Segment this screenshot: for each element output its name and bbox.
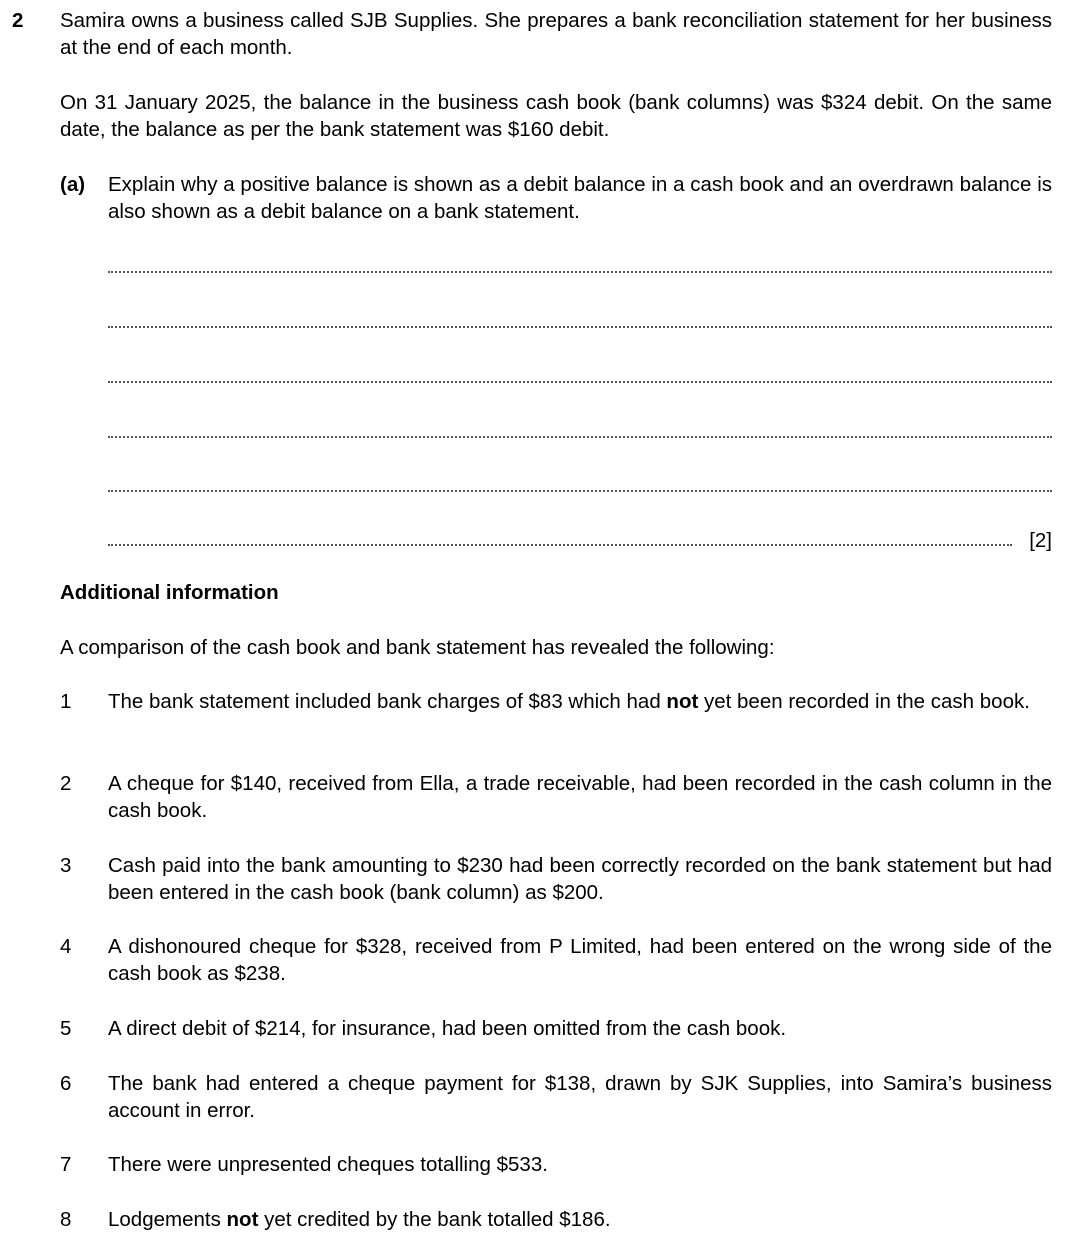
list-item-number: 8 — [60, 1208, 72, 1231]
list-item-text: Lodgements not yet credited by the bank totalled $186. — [108, 1208, 611, 1231]
list-item-text: Cash paid into the bank amounting to $230 had been correctly recorded on the bank statement but had been entered in the cash book (bank column) as $200. — [108, 854, 1052, 904]
list-item-text: A cheque for $140, received from Ella, a trade receivable, had been recorded in the cash column in the cash book. — [108, 772, 1052, 822]
list-item-number: 5 — [60, 1017, 72, 1040]
list-item-number: 6 — [60, 1072, 72, 1095]
additional-info-intro: A comparison of the cash book and bank statement has revealed the following: — [60, 636, 775, 659]
question-number: 2 — [12, 9, 24, 32]
question-intro-2: On 31 January 2025, the balance in the business cash book (bank columns) was $324 debit. On the same date, the balance as per the bank statement was $160 debit. — [60, 91, 1052, 141]
answer-line[interactable] — [108, 436, 1052, 438]
answer-line[interactable] — [108, 271, 1052, 273]
question-intro-1: Samira owns a business called SJB Supplies. She prepares a bank reconciliation statement for her business at the end of each month. — [60, 9, 1052, 59]
list-item-number: 7 — [60, 1153, 72, 1176]
answer-line[interactable] — [108, 381, 1052, 383]
list-item-number: 3 — [60, 854, 72, 877]
answer-line[interactable] — [108, 326, 1052, 328]
list-item-text: There were unpresented cheques totalling $533. — [108, 1153, 548, 1176]
list-item-text: A direct debit of $214, for insurance, had been omitted from the cash book. — [108, 1017, 787, 1040]
answer-line[interactable] — [108, 544, 1012, 546]
part-a-question: Explain why a positive balance is shown as a debit balance in a cash book and an overdrawn balance is also shown as a debit balance on a bank statement. — [108, 173, 1052, 223]
marks-allocation: [2] — [1029, 529, 1052, 552]
list-item-number: 1 — [60, 690, 72, 713]
part-a-label: (a) — [60, 173, 86, 196]
list-item-text: The bank statement included bank charges of $83 which had not yet been recorded in the cash book. — [108, 690, 1030, 713]
list-item-number: 2 — [60, 772, 72, 795]
answer-line[interactable] — [108, 490, 1052, 492]
list-item-text: A dishonoured cheque for $328, received from P Limited, had been entered on the wrong side of the cash book as $238. — [108, 935, 1052, 985]
additional-info-heading: Additional information — [60, 581, 279, 604]
list-item-text: The bank had entered a cheque payment for $138, drawn by SJK Supplies, into Samira’s business account in error. — [108, 1072, 1052, 1122]
list-item-number: 4 — [60, 935, 72, 958]
